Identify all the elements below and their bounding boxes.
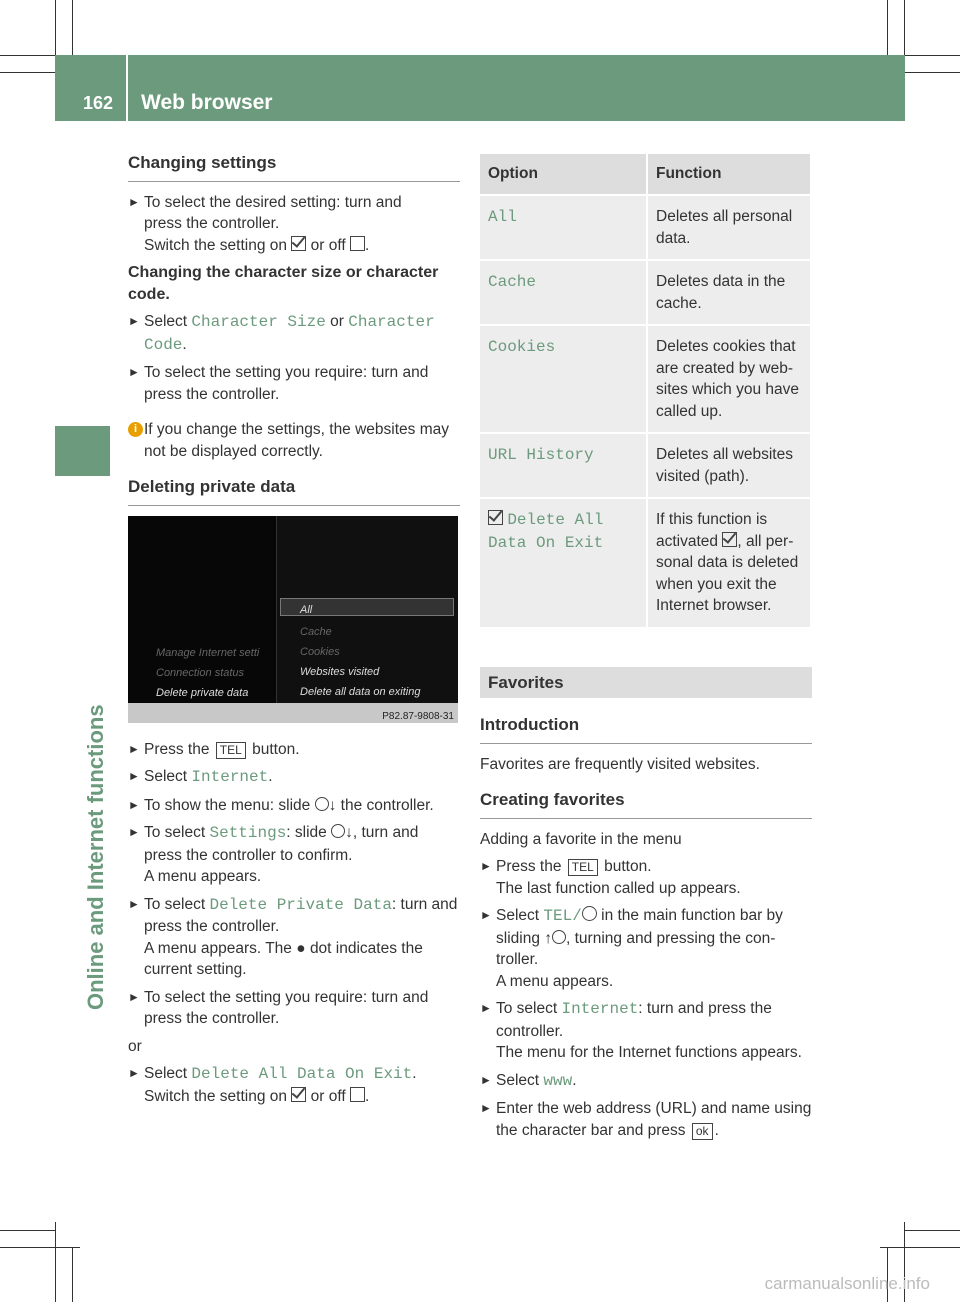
menu-option-character-size: Character Size	[191, 313, 326, 331]
checkbox-checked-icon	[291, 236, 306, 251]
screen-menu-item: Cookies	[300, 645, 340, 658]
ok-key-icon: ok	[692, 1123, 713, 1140]
table-header-row	[480, 154, 810, 194]
image-reference: P82.87-9808-31	[382, 710, 454, 722]
info-icon: i	[128, 422, 143, 437]
list-item: ► Enter the web address (URL) and name using the character bar and press ok .	[480, 1100, 812, 1139]
menu-option-internet: Internet	[191, 768, 269, 786]
dot-icon: ●	[296, 939, 306, 957]
checkbox-empty-icon	[350, 1087, 365, 1102]
heading-deleting-private-data: Deleting private data	[128, 476, 460, 506]
heading-creating-favorites: Creating favorites	[480, 789, 812, 819]
controller-slide-up-icon	[552, 930, 566, 944]
list-item: ► To select the setting you require: turn and press the controller.	[128, 364, 429, 403]
menu-option-delete-all-data-on-exit: Delete All Data On Exit	[191, 1065, 413, 1083]
screen-menu-item: Connection status	[156, 666, 245, 679]
bullet-arrow-icon: ►	[480, 1072, 492, 1087]
list-item: ► To show the menu: slide ↓ the controller.	[128, 795, 460, 817]
bullet-arrow-icon: ►	[480, 908, 492, 922]
list-item: ► To select the setting you require: turn and press the controller.	[128, 988, 429, 1027]
screen-menu-item: Delete all data on exiting	[300, 685, 421, 698]
bullet-arrow-icon: ►	[128, 989, 140, 1004]
table-row	[480, 434, 810, 497]
list-item: ► Select Delete All Data On Exit. Switch the setting on or off .	[128, 1065, 417, 1105]
intro-text: Favorites are frequently visited websites.	[480, 755, 760, 773]
crop-mark	[0, 72, 55, 73]
right-column	[480, 152, 812, 1147]
screen-caption-bar	[128, 703, 458, 723]
screen-menu-item: Websites visited	[300, 665, 380, 678]
table-row	[480, 196, 810, 259]
checkbox-checked-icon	[291, 1087, 306, 1102]
header-divider	[126, 55, 128, 121]
menu-option-www: www	[543, 1071, 573, 1090]
column-header-option: Option	[480, 154, 646, 194]
section-label: Online and Internet functions	[83, 704, 108, 1010]
display-screenshot	[128, 516, 458, 723]
menu-option-delete-private-data: Delete Private Data	[209, 895, 392, 914]
crop-mark	[72, 0, 73, 55]
option-delete-all-data-on-exit: Delete All Data On Exit	[488, 511, 604, 552]
tel-key-icon: TEL	[568, 859, 598, 876]
bullet-arrow-icon: ►	[128, 797, 140, 812]
watermark: carmanualsonline.info	[764, 1274, 930, 1293]
menu-option-internet: Internet	[561, 1000, 639, 1018]
controller-slide-down-icon	[315, 797, 329, 811]
crop-mark	[905, 1230, 960, 1231]
function-cell: Deletes data in the cache.	[648, 261, 810, 324]
screen-menu-item: Cache	[300, 625, 332, 638]
list-item: ► To select Delete Private Data: turn and press the controller. A menu appears. The ● dot indicates the current setting.	[128, 895, 458, 978]
list-item: ► To select the desired setting: turn and press the controller. Switch the setting on or off .	[128, 193, 402, 254]
function-cell: Deletes all websites visited (path).	[648, 434, 810, 497]
globe-icon	[582, 906, 597, 921]
list-item: ► To select Internet: turn and press the controller. The menu for the Internet functions appears.	[480, 1000, 802, 1061]
table-row	[480, 326, 810, 432]
bullet-arrow-icon: ►	[480, 1001, 492, 1015]
section-favorites: Favorites	[480, 667, 812, 699]
column-header-function: Function	[648, 154, 810, 194]
function-cell: Deletes all personal data.	[648, 196, 810, 259]
page-number: 162	[83, 93, 114, 113]
crop-mark	[887, 0, 888, 55]
crop-mark	[0, 1230, 55, 1231]
bullet-arrow-icon: ►	[128, 314, 140, 328]
page-header	[55, 55, 905, 121]
tel-key-icon: TEL	[216, 742, 246, 759]
checkbox-checked-icon	[488, 510, 503, 525]
list-item: ► Select TEL/ in the main function bar by sliding ↑ , turning and pressing the con-troller. A menu appears.	[480, 907, 783, 990]
info-note: i If you change the settings, the websites may not be displayed correctly.	[128, 419, 460, 462]
crop-mark	[880, 1247, 960, 1248]
menu-option-character-code: Character Code	[144, 313, 435, 354]
heading-changing-settings: Changing settings	[128, 152, 460, 182]
list-item: ► Press the TEL button. The last function called up appears.	[480, 858, 741, 897]
or-text: or	[128, 1037, 142, 1055]
list-item: ► To select Settings: slide ↓, turn and press the controller to confirm. A menu appears.	[128, 824, 419, 885]
screen-menu-item: Manage Internet setti	[156, 646, 260, 659]
crop-mark	[72, 1247, 73, 1302]
bullet-arrow-icon: ►	[128, 1066, 140, 1080]
menu-option-tel: TEL/	[543, 907, 582, 925]
adding-text: Adding a favorite in the menu	[480, 830, 682, 848]
bullet-arrow-icon: ►	[480, 1101, 492, 1115]
table-row	[480, 499, 810, 627]
checkbox-checked-icon	[722, 532, 737, 547]
list-item: ► Select www.	[480, 1071, 577, 1090]
heading-character-size: Changing the character size or character code.	[128, 264, 439, 303]
screen-menu-item: All	[300, 603, 313, 616]
option-cache: Cache	[488, 273, 537, 291]
menu-option-settings: Settings	[209, 824, 287, 842]
section-tab	[55, 426, 110, 476]
bullet-arrow-icon: ►	[128, 825, 140, 839]
list-item: ► Press the TEL button.	[128, 739, 460, 761]
list-item: ► Select Internet.	[128, 768, 273, 786]
bullet-arrow-icon: ►	[128, 365, 140, 379]
bullet-arrow-icon: ►	[128, 194, 140, 209]
option-all: All	[488, 208, 517, 226]
options-table	[478, 152, 812, 629]
controller-slide-down-icon	[331, 824, 345, 838]
bullet-arrow-icon: ►	[128, 896, 140, 911]
bullet-arrow-icon: ►	[128, 769, 140, 783]
crop-mark	[905, 72, 960, 73]
function-cell: Deletes cookies that are created by web-sites which you have called up.	[648, 326, 810, 432]
option-url-history: URL History	[488, 446, 594, 464]
function-cell: If this function is activated , all per-sonal data is deleted when you exit the Internet browser.	[648, 499, 810, 627]
list-item: ► Select Character Size or Character Code.	[128, 313, 435, 354]
checkbox-empty-icon	[350, 236, 365, 251]
bullet-arrow-icon: ►	[128, 741, 140, 756]
crop-mark	[55, 1222, 56, 1302]
bullet-arrow-icon: ►	[480, 859, 492, 873]
screen-menu-item: Delete private data	[156, 686, 249, 699]
heading-introduction: Introduction	[480, 714, 812, 744]
left-column	[128, 152, 460, 1113]
chapter-title: Web browser	[141, 91, 273, 114]
option-cookies: Cookies	[488, 338, 556, 356]
table-row	[480, 261, 810, 324]
crop-mark	[0, 1247, 80, 1248]
